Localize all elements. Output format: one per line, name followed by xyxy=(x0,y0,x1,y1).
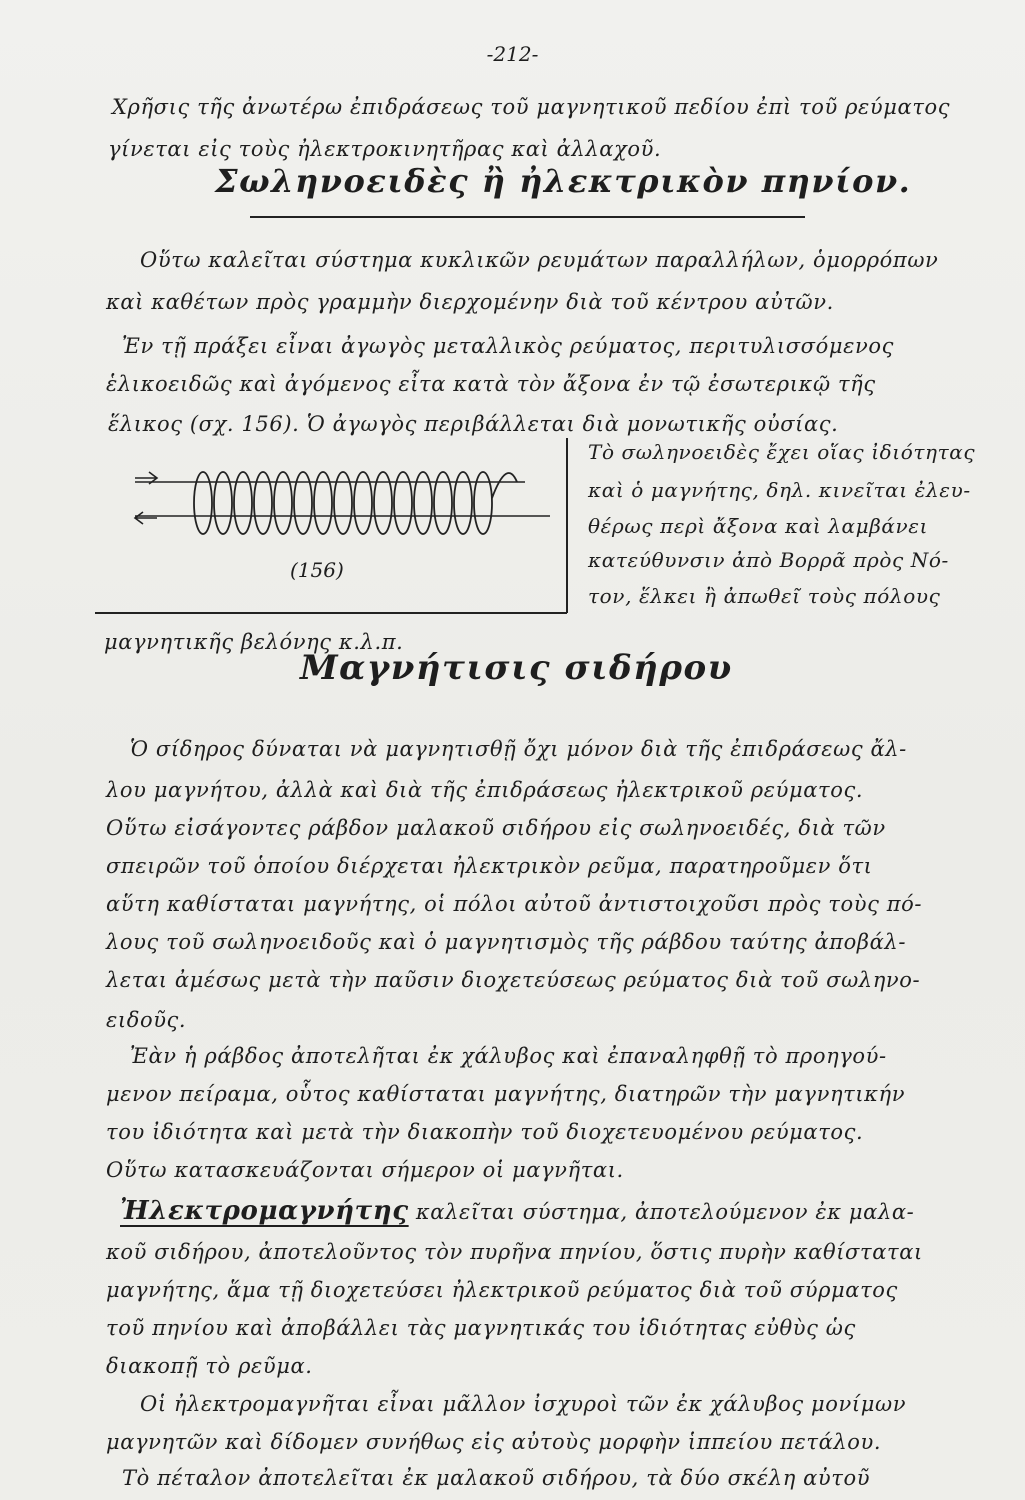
figure-side-line: θέρως περὶ ἄξονα καὶ λαμβάνει xyxy=(588,514,929,538)
text-line: Οὕτω κατασκευάζονται σήμερον οἱ μαγνῆται. xyxy=(106,1158,624,1182)
text-line-electromagnet xyxy=(120,1196,914,1226)
text-line: μαγνητῶν καὶ δίδομεν συνήθως εἰς αὐτοὺς μορφὴν ἱππείου πετάλου. xyxy=(106,1430,882,1454)
text-line: ἕλικος (σχ. 156). Ὁ ἀγωγὸς περιβάλλεται διὰ μονωτικῆς οὐσίας. xyxy=(108,412,839,436)
text-line: σπειρῶν τοῦ ὁποίου διέρχεται ἠλεκτρικὸν ρεῦμα, παρατηροῦμεν ὅτι xyxy=(106,854,873,878)
text-line: μαγνητικῆς βελόνης κ.λ.π. xyxy=(104,630,404,654)
electromagnet-definition: καλεῖται σύστημα, ἀποτελούμενον ἐκ μαλα- xyxy=(408,1200,915,1224)
text-line: λους τοῦ σωληνοειδοῦς καὶ ὁ μαγνητισμὸς τῆς ράβδου ταύτης ἀποβάλ- xyxy=(106,930,907,954)
text-line: ειδοῦς. xyxy=(106,1008,187,1032)
text-line: τοῦ πηνίου καὶ ἀποβάλλει τὰς μαγνητικάς του ἰδιότητας εὐθὺς ὡς xyxy=(106,1316,856,1340)
figure-side-line: τον, ἕλκει ἢ ἀπωθεῖ τοὺς πόλους xyxy=(588,584,941,608)
electromagnet-term: Ἠλεκτρομαγνήτης xyxy=(120,1196,409,1226)
text-line: αὕτη καθίσταται μαγνήτης, οἱ πόλοι αὐτοῦ ἀντιστοιχοῦσι πρὸς τοὺς πό- xyxy=(106,892,923,916)
section-heading-solenoid: Σωληνοειδὲς ἢ ἠλεκτρικὸν πηνίον. xyxy=(215,162,912,200)
text-line: λεται ἀμέσως μετὰ τὴν παῦσιν διοχετεύσεως ρεύματος διὰ τοῦ σωληνο- xyxy=(106,968,921,992)
figure-side-line: καὶ ὁ μαγνήτης, δηλ. κινεῖται ἐλευ- xyxy=(588,478,971,502)
figure-label: (156) xyxy=(290,558,344,582)
figure-side-line: Τὸ σωληνοειδὲς ἔχει οἵας ἰδιότητας xyxy=(588,440,976,464)
text-line: διακοπῇ τὸ ρεῦμα. xyxy=(106,1354,313,1378)
text-line: μενον πείραμα, οὗτος καθίσταται μαγνήτης, διατηρῶν τὴν μαγνητικήν xyxy=(106,1082,906,1106)
text-line: Οὕτω καλεῖται σύστημα κυκλικῶν ρευμάτων παραλλήλων, ὁμορρόπων xyxy=(140,248,939,272)
heading-rule xyxy=(250,216,805,218)
solenoid-drawing xyxy=(95,438,595,623)
text-line: Οὕτω εἰσάγοντες ράβδον μαλακοῦ σιδήρου εἰς σωληνοειδές, διὰ τῶν xyxy=(106,816,886,840)
text-line: Ἐὰν ἡ ράβδος ἀποτελῆται ἐκ χάλυβος καὶ ἐπαναληφθῇ τὸ προηγού- xyxy=(130,1044,887,1068)
text-line: κοῦ σιδήρου, ἀποτελοῦντος τὸν πυρῆνα πηνίου, ὅστις πυρὴν καθίσταται xyxy=(106,1240,923,1264)
text-line: Οἱ ἠλεκτρομαγνῆται εἶναι μᾶλλον ἰσχυροὶ τῶν ἐκ χάλυβος μονίμων xyxy=(140,1392,907,1416)
text-line: Τὸ πέταλον ἀποτελεῖται ἐκ μαλακοῦ σιδήρου, τὰ δύο σκέλη αὐτοῦ xyxy=(122,1466,871,1490)
text-line: ἑλικοειδῶς καὶ ἀγόμενος εἶτα κατὰ τὸν ἄξονα ἐν τῷ ἐσωτερικῷ τῆς xyxy=(106,372,876,396)
text-line: μαγνήτης, ἅμα τῇ διοχετεύσει ἠλεκτρικοῦ ρεύματος διὰ τοῦ σύρματος xyxy=(106,1278,898,1302)
solenoid-figure xyxy=(95,438,595,623)
text-line: γίνεται εἰς τοὺς ἠλεκτροκινητῆρας καὶ ἀλλαχοῦ. xyxy=(108,137,662,161)
text-line: καὶ καθέτων πρὸς γραμμὴν διερχομένην διὰ τοῦ κέντρου αὐτῶν. xyxy=(106,290,834,314)
text-line: Ἐν τῇ πράξει εἶναι ἀγωγὸς μεταλλικὸς ρεύματος, περιτυλισσόμενος xyxy=(122,334,894,358)
arrow-left-icon xyxy=(135,512,157,524)
page-number: -212- xyxy=(486,42,539,66)
text-line: λου μαγνήτου, ἀλλὰ καὶ διὰ τῆς ἐπιδράσεως ἠλεκτρικοῦ ρεύματος. xyxy=(106,778,864,802)
section-heading-magnetization: Μαγνήτισις σιδήρου xyxy=(300,648,733,688)
text-line: του ἰδιότητα καὶ μετὰ τὴν διακοπὴν τοῦ διοχετευομένου ρεύματος. xyxy=(106,1120,864,1144)
text-line: Χρῆσις τῆς ἀνωτέρω ἐπιδράσεως τοῦ μαγνητικοῦ πεδίου ἐπὶ τοῦ ρεύματος xyxy=(112,95,951,119)
text-line: Ὁ σίδηρος δύναται νὰ μαγνητισθῇ ὄχι μόνον διὰ τῆς ἐπιδράσεως ἄλ- xyxy=(130,737,907,761)
figure-side-line: κατεύθυνσιν ἀπὸ Βορρᾶ πρὸς Νό- xyxy=(588,548,949,572)
